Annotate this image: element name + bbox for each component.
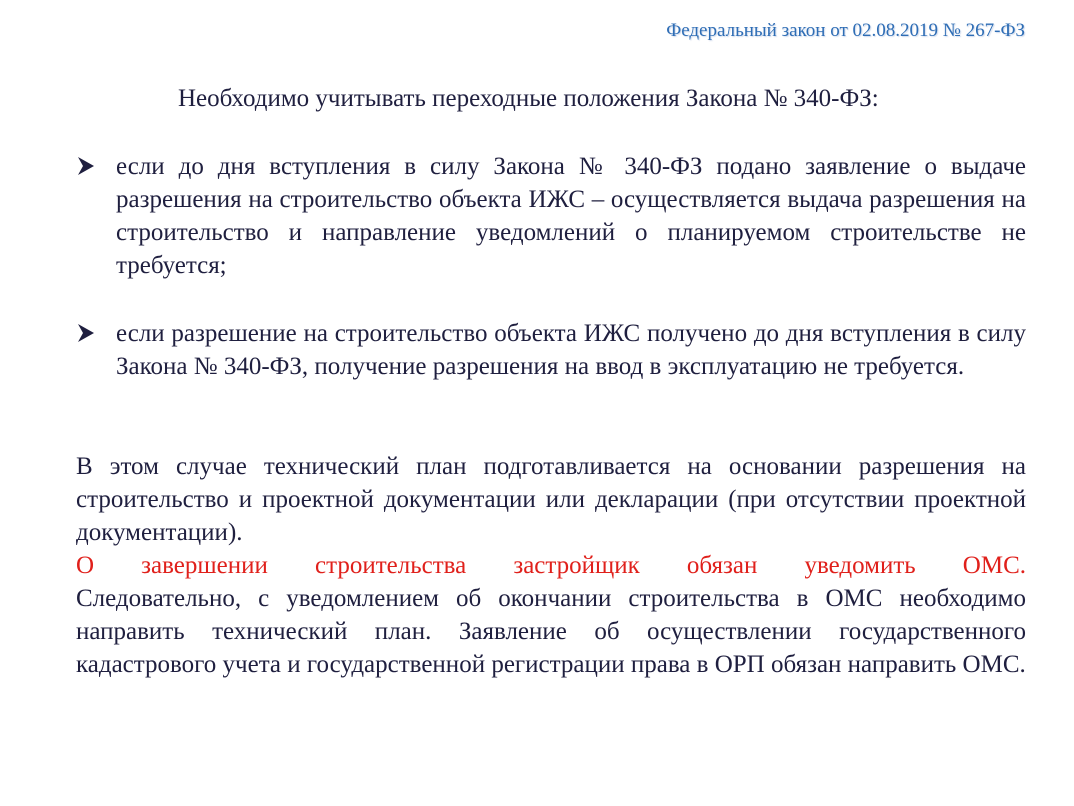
- arrow-bullet-icon: [76, 322, 96, 344]
- bullet-item: [76, 150, 1026, 282]
- bullet-item: [76, 317, 1026, 383]
- paragraph-text: Следовательно, с уведомлением об окончании строительства в ОМС необходимо направить технический план. Заявление об осуществлении государственного кадастрового учета и государственной регистрации права в ОРП обязан направить ОМС.: [76, 585, 1026, 678]
- bullet-text: если разрешение на строительство объекта ИЖС получено до дня вступления в силу Закона № 340-ФЗ, получение разрешения на ввод в эксплуатацию не требуется.: [116, 320, 1026, 380]
- law-reference: Федеральный закон от 02.08.2019 № 267-ФЗ: [666, 20, 1025, 41]
- highlight-text: О завершении строительства застройщик обязан уведомить ОМС.: [76, 552, 1026, 579]
- bullet-text: если до дня вступления в силу Закона № 340-ФЗ подано заявление о выдаче разрешения на строительство объекта ИЖС – осуществляется выдача разрешения на строительство и направление уведомлений о планируемом строительстве не требуется;: [116, 153, 1026, 279]
- paragraph-technical-plan: В этом случае технический план подготавливается на основании разрешения на строительство и проектной документации или декларации (при отсутствии проектной документации).: [76, 453, 1026, 546]
- paragraph-completion: [76, 549, 1026, 681]
- arrow-bullet-icon: [76, 155, 96, 177]
- slide-heading: Необходимо учитывать переходные положения Закона № 340-ФЗ:: [178, 85, 879, 112]
